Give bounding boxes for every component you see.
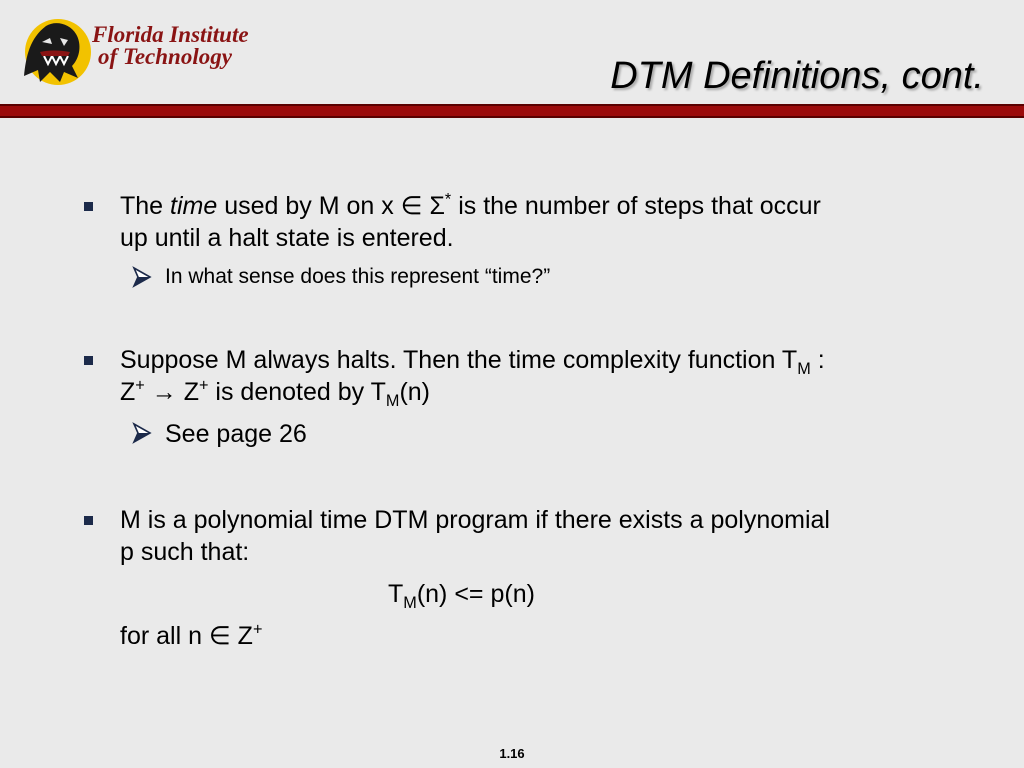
square-bullet-icon [84,516,93,525]
arrowhead-bullet-icon [132,422,152,444]
bullet-2-line-1 [120,344,950,376]
bullet-2-intro: Suppose M always halts. Then the time complexity function T [120,346,798,374]
bullet-2-line-2 [120,376,950,408]
square-bullet-icon [84,356,93,365]
element-of-symbol: ∈ [400,192,423,220]
maps-to-arrow: → [151,378,177,406]
slide-title: DTM Definitions, cont. [610,55,984,97]
logo-line-1: Florida Institute [92,22,249,47]
arrowhead-bullet-icon [132,266,152,288]
sigma-symbol: Σ [429,192,445,220]
bullet-1-rest: is the number of steps that occur [458,192,821,220]
institution-logo [20,14,260,90]
logo-wordmark [92,24,249,68]
square-bullet-icon [84,202,93,211]
superscript-plus: + [135,376,145,395]
integer-set-z: Z [237,622,253,650]
formula [388,578,535,610]
panther-mascot-icon [20,16,92,88]
title-divider [0,104,1024,118]
superscript-plus: + [198,376,209,395]
bullet-3-text [120,504,950,568]
bullet-2-denoted: is denoted by T [215,378,386,406]
forall-text: for all n [120,622,202,650]
integer-set-z: Z [120,378,136,406]
bullet-1-the: The [120,192,164,220]
bullet-2-text [120,344,950,408]
bullet-1-line-2: up until a halt state is entered. [120,224,454,252]
sub-bullet-1-text: In what sense does this represent “time?” [165,265,551,288]
bullet-1-text [120,190,950,254]
argument-n: (n) [399,378,431,406]
sub-bullet-2-text: See page 26 [165,420,307,448]
formula-t: T [388,580,404,608]
colon: : [817,346,825,374]
bullet-1-line-1 [120,190,950,222]
bullet-3-line-1: M is a polynomial time DTM program if there exists a polynomial [120,506,830,534]
kleene-star: * [444,190,452,209]
bullet-3-line-2: p such that: [120,538,250,566]
bullet-1-time-emphasis: time [170,192,218,220]
page-number: 1.16 [499,746,525,761]
subscript-m: M [403,594,417,612]
integer-set-z: Z [183,378,199,406]
forall-line [120,620,262,652]
bullet-1-used: used by M on x [224,192,394,220]
superscript-plus: + [252,620,263,639]
subscript-m: M [797,360,811,378]
formula-inequality: (n) <= p(n) [416,580,535,608]
subscript-m: M [385,392,400,410]
element-of-symbol: ∈ [208,622,231,650]
logo-line-2: of Technology [98,44,232,69]
